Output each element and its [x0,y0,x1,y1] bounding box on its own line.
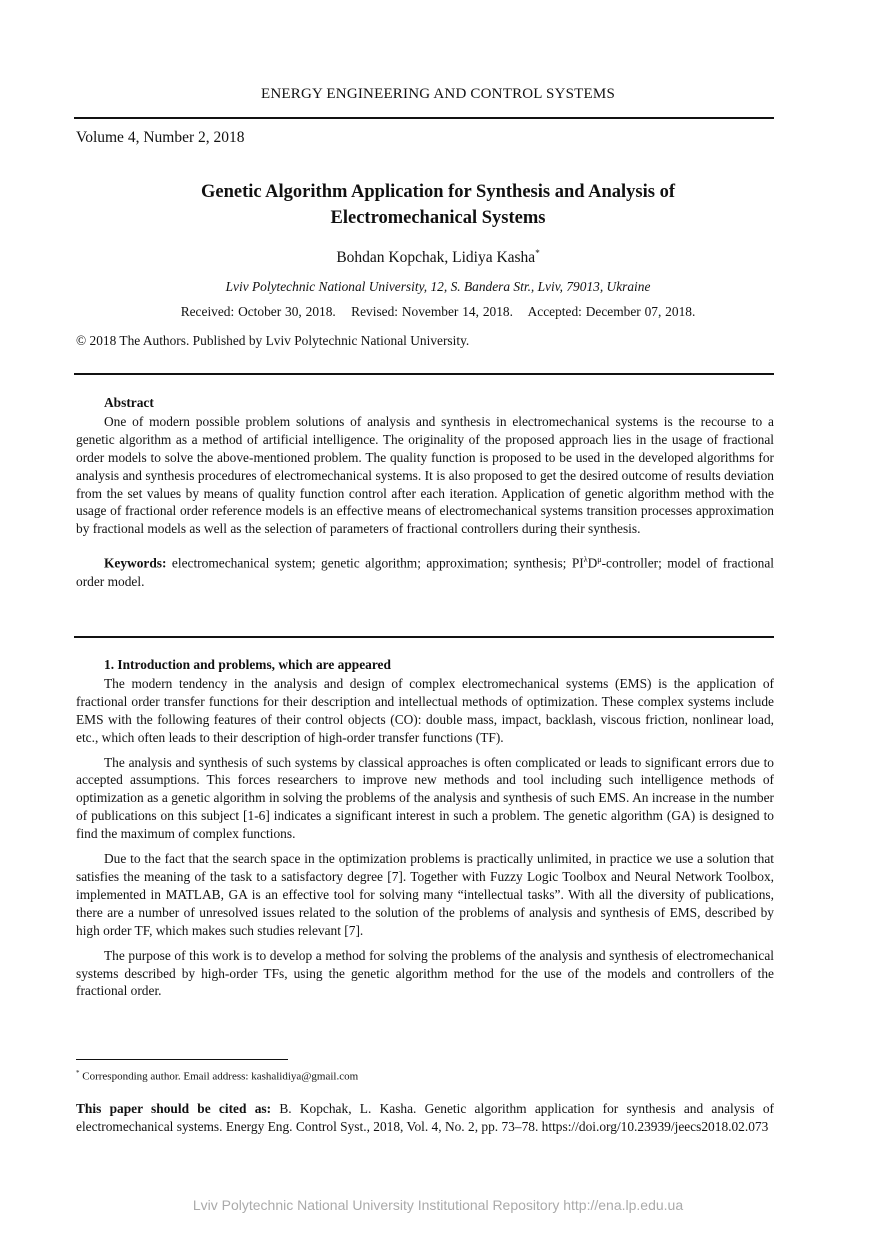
abstract-text: One of modern possible problem solutions of analysis and synthesis in electromechanical systems is the recourse to a genetic algorithm as a method of artificial intelligence. The originality of the proposed approach lies in the usage of fractional order models to solve the above-mentioned problem. The quality function is proposed to be used in the developed algorithms for analysis and synthesis procedures of electromechanical systems. It is also proposed to get the desired outcome of results deviation from the set values by means of quality function control after each iteration. Application of genetic algorithm method with the usage of fractional order reference models is an effective means of electromechanical systems transition processes approximation by fractional models as well as the selection of parameters of fractional controllers during their synthesis. [76,413,774,537]
copyright: © 2018 The Authors. Published by Lviv Polytechnic National University. [76,333,470,348]
section-heading: 1. Introduction and problems, which are appeared [104,657,391,672]
paper-title [0,179,876,231]
footnote [76,1069,358,1083]
journal-header: ENERGY ENGINEERING AND CONTROL SYSTEMS [261,86,615,102]
paragraph: Due to the fact that the search space in the optimization problems is practically unlimited, in practice we use a solution that satisfies the meaning of the task to a satisfactory degree [7]. Together with Fuzzy Logic Toolbox and Neural Network Toolbox, implemented in MATLAB, GA is an effective tool for solving many “intellectual tasks”. With all the diversity of publications, there are a number of unresolved issues related to the solution of the problems of analysis and synthesis of EMS, described by high order TF, which makes such studies relevant [7]. [76,851,774,938]
abstract [76,394,774,598]
section-introduction [76,656,774,1007]
keywords-label: Keywords: [104,555,167,571]
superscript: λ [583,555,588,565]
doi-link[interactable]: https://doi.org/10.23939/jeecs2018.02.073 [541,1118,769,1134]
authors [0,248,876,267]
title-line: Genetic Algorithm Application for Synthesis and Analysis of [200,182,676,202]
affiliation: Lviv Polytechnic National University, 12, S. Bandera Str., Lviv, 79013, Ukraine [225,279,651,294]
title-line: Electromechanical Systems [330,208,546,228]
accepted-date: Accepted: December 07, 2018. [527,304,696,319]
abstract-heading: Abstract [104,395,154,410]
keywords-text: electromechanical system; genetic algorithm; approximation; synthesis; PI [166,555,584,571]
citation [76,1100,774,1136]
paragraph: The modern tendency in the analysis and design of complex electromechanical systems (EMS) is the application of fractional order transfer functions for their description and intellectual methods of optimization. These complex systems include EMS with the following features of their control objects (CO): double mass, impact, backlash, viscous friction, nonlinear load, etc., which often leads to their description of high-order transfer functions (TF). [76,675,774,745]
keywords-text: -controller; model of fractional order model. [76,555,775,589]
author-names: Bohdan Kopchak, Lidiya Kasha [336,249,536,267]
citation-label: This paper should be cited as: [76,1101,272,1116]
revised-date: Revised: November 14, 2018. [351,304,513,319]
volume-info: Volume 4, Number 2, 2018 [76,129,245,146]
footnote-mark: * [76,1069,80,1077]
footnote-text: Corresponding author. Email address: kashalidiya@gmail.com [82,1070,359,1083]
paragraph: The purpose of this work is to develop a method for solving the problems of the analysis and synthesis of electromechanical systems described by high-order TFs, using the genetic algorithm method for the use of the models and controllers of the fractional order. [76,947,774,999]
superscript: μ [597,555,602,565]
keywords [76,551,774,590]
footnote-rule [76,1059,288,1060]
paragraph: The analysis and synthesis of such systems by classical approaches is often complicated or leads to significant errors due to accepted assumptions. This forces researchers to improve new methods and tool including such intelligence methods of optimization as a genetic algorithm in solving the problems of the analysis and synthesis of such EMS. An increase in the number of publications on this subject [1-6] indicates a significant interest in such a problem. The genetic algorithm (GA) is designed to find the maximum of complex functions. [76,754,774,842]
dates [0,304,876,320]
header-rule [74,117,774,119]
keywords-text: D [587,555,598,571]
footnote-mark: * [535,248,540,258]
citation-text: B. Kopchak, L. Kasha. Genetic algorithm application for synthesis and analysis of electromechanical systems. Energy Eng. Control Syst., 2018, Vol. 4, No. 2, pp. 73–78. [76,1101,774,1134]
received-date: Received: October 30, 2018. [180,304,336,319]
rule [74,636,774,638]
rule [74,373,774,375]
repository-footer: Lviv Polytechnic National University Institutional Repository http://ena.lp.edu.ua [192,1197,684,1213]
